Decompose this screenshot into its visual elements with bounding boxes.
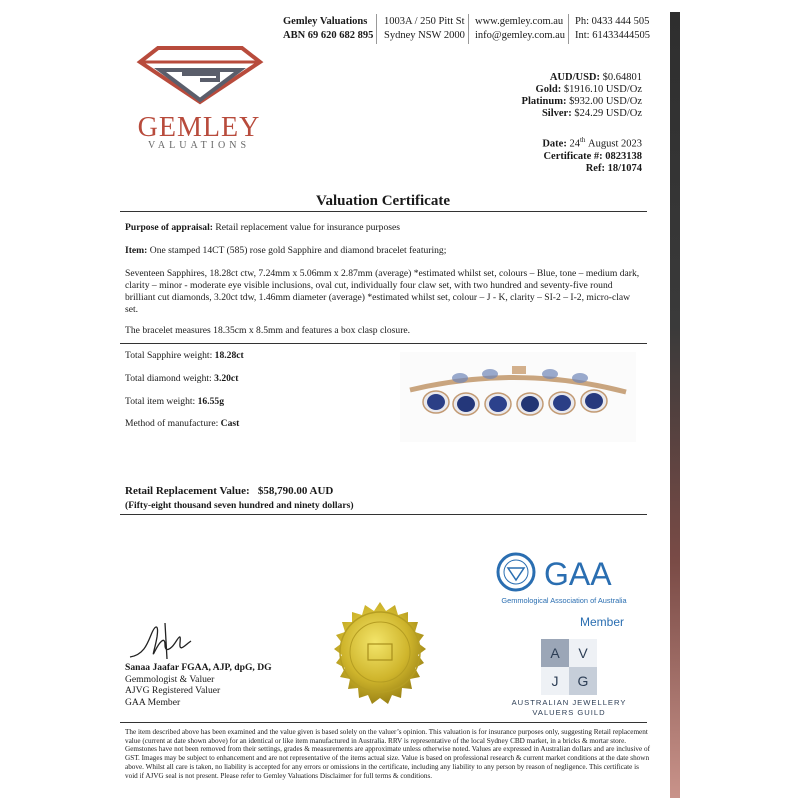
gaa-emblem-icon [494, 552, 540, 592]
company-block [283, 15, 375, 43]
ajvg-gold-seal-icon [316, 588, 444, 716]
ajvg-letter: A [541, 639, 569, 667]
signer-name: Sanaa Jaafar FGAA, AJP, dpG, DG [125, 662, 272, 673]
platinum-rate: Platinum: $932.00 USD/Oz [521, 96, 642, 107]
ajvg-letter: V [569, 639, 597, 667]
gold-rate: Gold: $1916.10 USD/Oz [535, 84, 642, 95]
ajvg-letter: J [541, 667, 569, 695]
gemley-wordmark: GEMLEY [137, 112, 261, 143]
ajvg-logo [541, 639, 597, 695]
value-rule [120, 514, 647, 515]
company-name: Gemley Valuations [283, 16, 368, 27]
method-of-manufacture: Method of manufacture: Cast [125, 418, 240, 429]
signature-image [125, 615, 225, 665]
bracelet-photo [400, 352, 636, 442]
disclaimer-text: The item described above has been examined and the value given is based solely on the valuer’s opinion. This valuation is for insurance purposes only, suggesting Retail replacement value (current at date shown above) for an identical or like item manufactured in Australia. RRV is representative of the local Sydney CBD market, in a bricks & mortar store. Gemstones have not been removed from their settings, grades & measurements are approximate unless otherwise noted. Values are expressed in Australian dollars and are inclusive of GST. Images may be subject to enhancement and are not representative of the items actual size. Value is based on professional research & current market conditions at the date shown above. Whilst all care is taken, no liability is accepted for any errors or omissions in the certificate, including any liability to any person by reason of negligence. This certificate is void if AJVG seal is not present. Please refer to Gemley Valuations Disclaimer for full terms & conditions. [125, 728, 650, 780]
web-block [475, 15, 567, 43]
value-in-words: (Fifty-eight thousand seven hundred and ninety dollars) [125, 500, 354, 511]
header-divider [568, 14, 569, 44]
gaa-full-name: Gemmological Association of Australia [501, 596, 627, 605]
intl-phone-number: Int: 61433444505 [575, 30, 650, 41]
signer-role: Gemmologist & Valuer [125, 673, 215, 685]
sapphire-weight: Total Sapphire weight: 18.28ct [125, 350, 244, 361]
metal-rates [522, 72, 642, 120]
aud-usd-rate: AUD/USD: $0.64801 [549, 72, 642, 83]
retail-replacement-value: Retail Replacement Value: $58,790.00 AUD [125, 485, 334, 497]
page-title: Valuation Certificate [315, 193, 450, 209]
title-rule [120, 211, 647, 212]
address-block [384, 15, 466, 43]
phone-block [575, 15, 667, 43]
gaa-acronym: GAA [544, 556, 612, 592]
item-description: Seventeen Sapphires, 18.28ct ctw, 7.24mm x 5.06mm x 2.87mm (average) *estimated whilst set, colours – Blue, tone – medium dark, clarity – minor - moderate eye visible inclusions, oval cut, individually four claw set, with two hundred and seventy-five round brilliant cut diamonds, 3.20ct tdw, 1.46mm diameter (average) *estimated whilst set, colour – J - K, clarity – SI-2 – I-2, micro-claw set. [125, 268, 640, 315]
certificate-meta [542, 134, 642, 175]
header-divider [468, 14, 469, 44]
silver-rate: Silver: $24.29 USD/Oz [541, 108, 642, 119]
phone-number: Ph: 0433 444 505 [575, 16, 650, 27]
side-accent-bar [670, 12, 680, 798]
certificate-number: Certificate #: 0823138 [543, 150, 642, 162]
item-line: Item: One stamped 14CT (585) rose gold Sapphire and diamond bracelet featuring; [125, 245, 447, 256]
footer-rule [120, 722, 647, 723]
address-line-2: Sydney NSW 2000 [384, 30, 465, 41]
signer-role: AJVG Registered Valuer [125, 685, 221, 696]
purpose-line: Purpose of appraisal: Retail replacement value for insurance purposes [125, 222, 400, 233]
gaa-member-label: Member [580, 615, 625, 629]
company-abn: ABN 69 620 682 895 [283, 30, 374, 41]
reference-number: Ref: 18/1074 [585, 162, 642, 174]
email-link[interactable]: info@gemley.com.au [475, 30, 566, 41]
ajvg-name-line-2: VALUERS GUILD [532, 708, 606, 717]
header-divider [376, 14, 377, 44]
item-weight: Total item weight: 16.55g [125, 396, 224, 407]
diamond-weight: Total diamond weight: 3.20ct [125, 373, 239, 384]
signer-block [125, 662, 272, 708]
ajvg-name-line-1: AUSTRALIAN JEWELLERY [511, 698, 627, 707]
ajvg-letter: G [569, 667, 597, 695]
section-rule [120, 343, 647, 344]
certificate-date: Date: 24th August 2023 [542, 136, 642, 150]
measurements-line: The bracelet measures 18.35cm x 8.5mm and features a box clasp closure. [125, 325, 411, 336]
address-line-1: 1003A / 250 Pitt St [384, 16, 465, 27]
website-link[interactable]: www.gemley.com.au [475, 16, 564, 27]
signer-role: GAA Member [125, 696, 181, 708]
valuations-subtitle: VALUATIONS [147, 140, 251, 151]
